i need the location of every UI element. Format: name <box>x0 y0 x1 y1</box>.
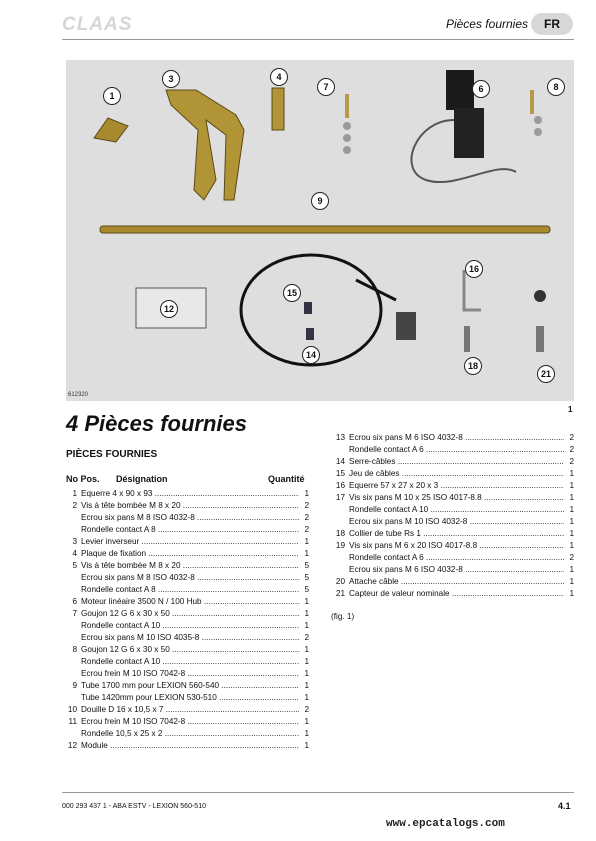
photo-code: 612320 <box>68 392 89 398</box>
part-number: 12 <box>67 741 77 750</box>
part-quantity: 1 <box>300 692 309 703</box>
part-row <box>330 528 574 539</box>
part-row <box>62 572 309 583</box>
part-row <box>62 656 309 667</box>
header-title: Pièces fournies <box>445 17 528 31</box>
part-quantity: 2 <box>565 456 574 467</box>
part-designation: Ecrou frein M 10 ISO 7042-8 ..... <box>81 668 299 679</box>
part-row <box>62 692 309 703</box>
part-row <box>62 584 309 595</box>
part-row <box>62 500 309 511</box>
part-designation: Rondelle contact A 6 ..... <box>349 552 564 563</box>
callout-6: 6 <box>472 80 490 98</box>
part-number: 9 <box>72 681 77 690</box>
part-quantity: 2 <box>300 512 309 523</box>
callout-9: 9 <box>311 192 329 210</box>
part-quantity: 1 <box>300 608 309 619</box>
part-row <box>330 552 574 563</box>
part-quantity: 1 <box>565 540 574 551</box>
part-designation: Tube 1420mm pour LEXION 530-510 ..... <box>81 692 299 703</box>
part-number: 15 <box>335 469 345 478</box>
part-row <box>62 644 309 655</box>
part-quantity: 1 <box>565 504 574 515</box>
part-number: 7 <box>72 609 77 618</box>
part-quantity: 1 <box>300 644 309 655</box>
part-quantity: 1 <box>565 480 574 491</box>
callout-14: 14 <box>302 346 320 364</box>
part-designation: Tube 1700 mm pour LEXION 560-540 ..... <box>81 680 299 691</box>
figure-number: 1 <box>568 405 573 414</box>
part-designation: Ecrou six pans M 8 ISO 4032-8 ..... <box>81 572 299 583</box>
claas-logo: CLAAS <box>62 14 133 35</box>
callout-15: 15 <box>283 284 301 302</box>
part-row <box>330 432 574 443</box>
callout-16: 16 <box>465 260 483 278</box>
part-row <box>62 704 309 715</box>
part-designation: Rondelle contact A 10 ..... <box>81 620 299 631</box>
footer-divider <box>62 792 574 793</box>
part-number: 18 <box>335 529 345 538</box>
part-number: 19 <box>335 541 345 550</box>
part-row <box>330 588 574 599</box>
part-quantity: 2 <box>565 432 574 443</box>
part-number: 3 <box>72 537 77 546</box>
header-divider <box>62 39 574 40</box>
part-designation: Goujon 12 G 6 x 30 x 50 ..... <box>81 608 299 619</box>
part-row <box>330 504 574 515</box>
callout-12: 12 <box>160 300 178 318</box>
part-quantity: 1 <box>300 548 309 559</box>
part-quantity: 2 <box>565 444 574 455</box>
part-number: 1 <box>72 489 77 498</box>
part-number: 20 <box>335 577 345 586</box>
part-designation: Module ..... <box>81 740 299 751</box>
part-quantity: 5 <box>300 560 309 571</box>
part-designation: Collier de tube Rs 1 ..... <box>349 528 564 539</box>
part-designation: Rondelle contact A 10 ..... <box>81 656 299 667</box>
part-quantity: 5 <box>300 572 309 583</box>
part-row <box>330 516 574 527</box>
part-number: 6 <box>72 597 77 606</box>
part-quantity: 1 <box>565 576 574 587</box>
part-row <box>62 524 309 535</box>
part-quantity: 1 <box>300 596 309 607</box>
part-number: 14 <box>335 457 345 466</box>
callout-8: 8 <box>547 78 565 96</box>
section-title: PIÈCES FOURNIES <box>66 449 158 460</box>
part-row <box>330 456 574 467</box>
part-designation: Ecrou six pans M 8 ISO 4032-8 ..... <box>81 512 299 523</box>
part-designation: Ecrou six pans M 10 ISO 4032-8 ..... <box>349 516 564 527</box>
part-quantity: 1 <box>300 716 309 727</box>
part-quantity: 2 <box>300 500 309 511</box>
part-row <box>330 468 574 479</box>
part-row <box>62 536 309 547</box>
part-designation: Vis six pans M 6 x 20 ISO 4017-8.8 ..... <box>349 540 564 551</box>
part-quantity: 5 <box>300 584 309 595</box>
part-row <box>330 540 574 551</box>
part-row <box>330 492 574 503</box>
part-quantity: 1 <box>300 740 309 751</box>
callout-18: 18 <box>464 357 482 375</box>
part-designation: Rondelle contact A 6 ..... <box>349 444 564 455</box>
part-number: 13 <box>335 433 345 442</box>
column-header-no: No Pos. <box>66 474 100 484</box>
part-quantity: 1 <box>565 564 574 575</box>
part-designation: Rondelle contact A 8 ..... <box>81 524 299 535</box>
part-row <box>62 728 309 739</box>
part-quantity: 2 <box>300 704 309 715</box>
page-title: 4 Pièces fournies <box>66 411 247 436</box>
part-row <box>62 740 309 751</box>
part-number: 21 <box>335 589 345 598</box>
part-designation: Ecrou six pans M 10 ISO 4035-8 ..... <box>81 632 299 643</box>
column-header-designation: Désignation <box>116 474 168 484</box>
part-quantity: 1 <box>300 536 309 547</box>
part-designation: Rondelle 10,5 x 25 x 2 ..... <box>81 728 299 739</box>
part-quantity: 1 <box>565 468 574 479</box>
part-row <box>62 548 309 559</box>
part-quantity: 2 <box>565 552 574 563</box>
part-quantity: 1 <box>565 492 574 503</box>
part-quantity: 2 <box>300 632 309 643</box>
part-row <box>62 608 309 619</box>
part-row <box>62 620 309 631</box>
part-designation: Equerre 57 x 27 x 20 x 3 ..... <box>349 480 564 491</box>
callout-7: 7 <box>317 78 335 96</box>
footer-document-ref: 000 293 437 1 - ABA ESTV - LEXION 560-510 <box>62 803 206 810</box>
part-designation: Vis à tête bombée M 8 x 20 ..... <box>81 500 299 511</box>
part-designation: Plaque de fixation ..... <box>81 548 299 559</box>
part-designation: Rondelle contact A 10 ..... <box>349 504 564 515</box>
parts-photo <box>66 60 574 401</box>
callout-21: 21 <box>537 365 555 383</box>
part-row <box>62 488 309 499</box>
part-designation: Rondelle contact A 8 ..... <box>81 584 299 595</box>
part-row <box>330 444 574 455</box>
parts-illustration <box>66 60 574 401</box>
callout-4: 4 <box>270 68 288 86</box>
part-designation: Ecrou frein M 10 ISO 7042-8 ..... <box>81 716 299 727</box>
part-row <box>330 480 574 491</box>
part-quantity: 1 <box>565 588 574 599</box>
part-designation: Levier inverseur ..... <box>81 536 299 547</box>
part-number: 8 <box>72 645 77 654</box>
part-designation: Ecrou six pans M 6 ISO 4032-8 ..... <box>349 432 564 443</box>
part-row <box>330 576 574 587</box>
part-number: 5 <box>72 561 77 570</box>
part-number: 17 <box>335 493 345 502</box>
part-number: 4 <box>72 549 77 558</box>
part-row <box>62 680 309 691</box>
part-quantity: 1 <box>300 488 309 499</box>
language-badge: FR <box>531 13 573 35</box>
part-row <box>62 596 309 607</box>
part-quantity: 1 <box>300 656 309 667</box>
part-quantity: 1 <box>565 528 574 539</box>
watermark: www.epcatalogs.com <box>386 818 505 830</box>
callout-1: 1 <box>103 87 121 105</box>
part-quantity: 1 <box>300 680 309 691</box>
part-designation: Attache câble ..... <box>349 576 564 587</box>
part-designation: Equerre 4 x 90 x 93 ..... <box>81 488 299 499</box>
part-quantity: 1 <box>300 668 309 679</box>
part-designation: Ecrou six pans M 6 ISO 4032-8 ..... <box>349 564 564 575</box>
part-designation: Vis à tête bombée M 8 x 20 ..... <box>81 560 299 571</box>
page-number: 4.1 <box>558 801 571 811</box>
column-header-quantity: Quantité <box>268 474 305 484</box>
callout-3: 3 <box>162 70 180 88</box>
part-designation: Moteur linéaire 3500 N / 100 Hub ..... <box>81 596 299 607</box>
part-row <box>62 560 309 571</box>
part-number: 11 <box>68 717 77 726</box>
part-quantity: 2 <box>300 524 309 535</box>
part-designation: Capteur de valeur nominale ..... <box>349 588 564 599</box>
part-number: 16 <box>335 481 345 490</box>
part-row <box>62 512 309 523</box>
part-designation: Goujon 12 G 6 x 30 x 50 ..... <box>81 644 299 655</box>
part-quantity: 1 <box>300 620 309 631</box>
part-row <box>62 632 309 643</box>
part-number: 2 <box>72 501 77 510</box>
part-designation: Serre-câbles ..... <box>349 456 564 467</box>
part-number: 10 <box>67 705 77 714</box>
part-designation: Douille D 16 x 10,5 x 7 ..... <box>81 704 299 715</box>
figure-reference: (fig. 1) <box>331 612 355 621</box>
part-row <box>330 564 574 575</box>
part-row <box>62 716 309 727</box>
part-quantity: 1 <box>300 728 309 739</box>
part-row <box>62 668 309 679</box>
part-quantity: 1 <box>565 516 574 527</box>
part-designation: Vis six pans M 10 x 25 ISO 4017-8.8 ..... <box>349 492 564 503</box>
part-designation: Jeu de câbles ..... <box>349 468 564 479</box>
